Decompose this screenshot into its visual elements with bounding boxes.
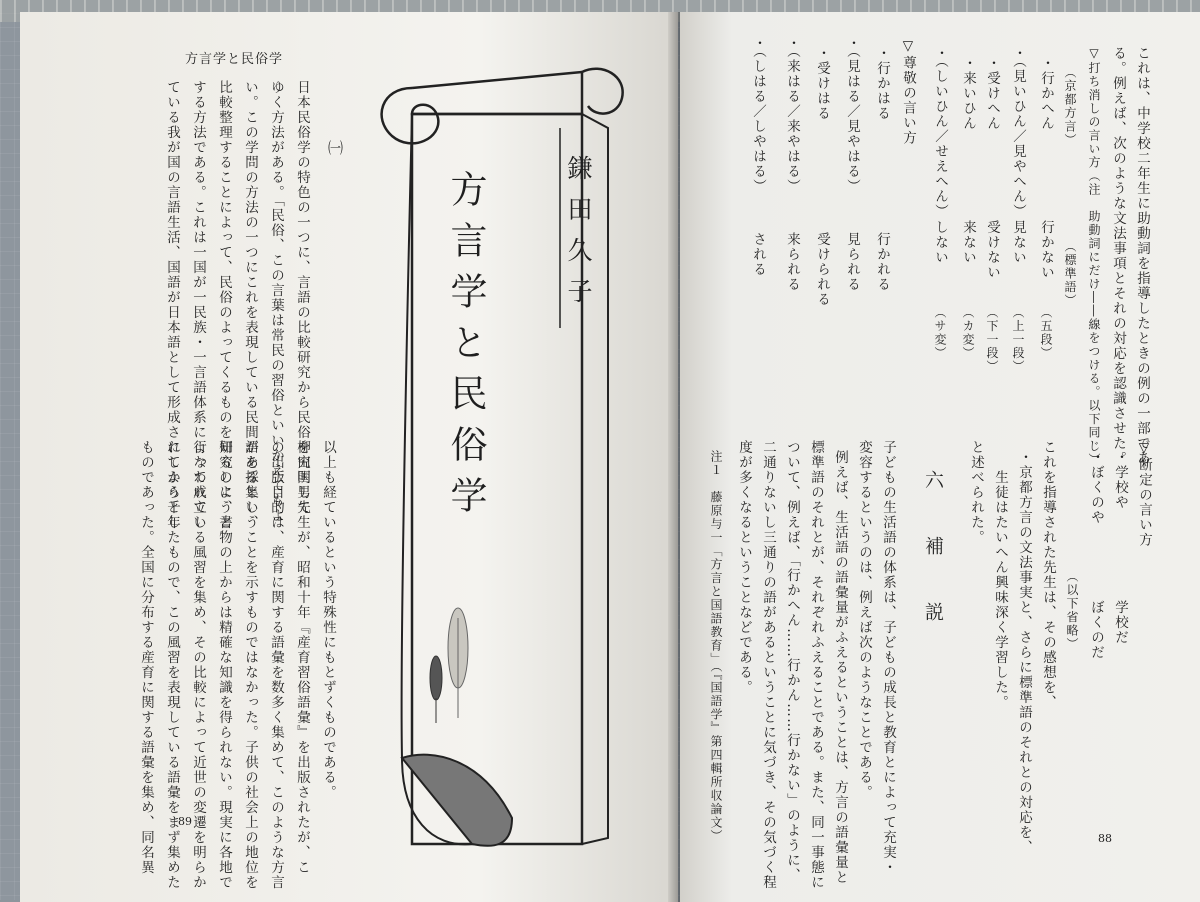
negation-standard: しない — [932, 220, 948, 265]
supplement-column: 二通りないし三通りの語があるということに気づき、その気づく程 — [760, 440, 776, 890]
supplement-column: 変容するというのは、例えば次のようなことである。 — [856, 440, 872, 800]
kyoto-label: （京都方言） — [1063, 66, 1077, 147]
after-column: これを指導された先生は、その感想を、 — [1040, 440, 1056, 710]
negation-type: （カ変） — [961, 306, 975, 360]
intro-column: る。例えば、次のような文法事項とそれの対応を認識させた。 — [1110, 46, 1126, 466]
author-name: 鎌田久子 — [564, 155, 593, 319]
negation-standard: 行かない — [1038, 220, 1054, 280]
assertion-dialect: ・ぼくのや — [1088, 450, 1104, 525]
body-column: する方法である。これは一国が一民族・一言語体系によって成立し — [190, 80, 206, 530]
negation-dialect: ・受けへん — [984, 56, 1000, 131]
negation-type: （五段） — [1039, 306, 1053, 360]
body-column: ゆく方法がある。「民俗、この言葉は常民の習俗といいかえてもよ — [268, 80, 284, 524]
running-header: 方言学と民俗学 — [185, 52, 284, 67]
intro-column: これは、中学校二年生に助動詞を指導したときの例の一部であ — [1134, 46, 1150, 466]
assertion-standard: 学校だ — [1112, 600, 1128, 645]
supplement-column: 例えば、生活語の語彙量がふえるということは、方言の語彙量と — [832, 450, 848, 885]
after-column: と述べられた。 — [968, 440, 984, 545]
section-title: 六 補 説 — [922, 470, 944, 635]
honorific-dialect: ・（来はる／来やはる） — [784, 36, 800, 195]
body-column: 知るのに、書物の上からは精確な知識を得られない。現実に各地で — [216, 440, 232, 890]
body-column: 行なわれている風習を集め、その比較によって近世の変遷を明らか — [190, 440, 206, 890]
honorific-dialect: ・（見はる／見やはる） — [844, 36, 860, 195]
honorific-standard: 受けられる — [814, 232, 830, 307]
assertion-standard: ぼくのだ — [1088, 600, 1104, 660]
supplement-column: 度が多くなるということなどである。 — [736, 440, 752, 695]
standard-label: （標準語） — [1063, 240, 1077, 308]
negation-standard: 受けない — [984, 220, 1000, 280]
assertion-dialect: ・学校や — [1112, 450, 1128, 510]
body-column: の出版目的は、産育に関する語彙を数多く集めて、このような方言 — [268, 440, 284, 890]
honorific-standard: される — [750, 232, 766, 277]
honorific-standard: 来られる — [784, 232, 800, 292]
body-column: 以上も経ているという特殊性にもとずくものである。 — [320, 440, 336, 800]
negation-type: （サ変） — [933, 306, 947, 360]
negation-dialect: ・行かへん — [1038, 56, 1054, 131]
right-page-number: 88 — [1098, 832, 1112, 845]
honorific-dialect: ・受けはる — [814, 46, 830, 121]
article-title: 方言学と民俗学 — [444, 170, 487, 527]
supplement-column: 子どもの生活語の体系は、子どもの成長と教育とによって充実・ — [880, 440, 896, 875]
body-column: ている我が国の言語生活、国語が日本語として形成されてから千年 — [164, 80, 180, 530]
body-column: 日本民俗学の特色の一つに、言語の比較研究から民俗を究明して — [294, 80, 310, 515]
honorific-standard: 見られる — [844, 232, 860, 292]
negation-type: （上一段） — [1011, 306, 1025, 374]
negation-dialect: ・（しいひん／せえへん） — [932, 46, 948, 220]
omitted-note: （以下省略） — [1065, 570, 1079, 651]
after-column: 生徒はたいへん興味深く学習した。 — [992, 470, 1008, 710]
section-mark: ㈠ — [326, 140, 344, 157]
negation-type: （下一段） — [985, 306, 999, 374]
body-column: があるということを示すものではなかった。子供の社会上の地位を — [242, 440, 258, 890]
negation-dialect: ・来いひん — [960, 56, 976, 131]
negation-standard: 来ない — [960, 220, 976, 265]
body-column: 比較整理することによって、民俗のよってくるものを研究しようと — [216, 80, 232, 530]
after-column: ・京都方言の文法事実と、さらに標準語のそれとの対応を、 — [1016, 450, 1032, 855]
body-column: ものであった。全国に分布する産育に関する語彙を集め、同名異 — [138, 440, 154, 875]
assertion-heading: ▽断定の言い方 — [1136, 440, 1152, 548]
negation-dialect: ・（見いひん／見やへん） — [1010, 46, 1026, 220]
left-page-number: 89 — [178, 815, 192, 828]
honorific-dialect: ・（しはる／しやはる） — [750, 36, 766, 195]
honorific-standard: 行かれる — [874, 232, 890, 292]
body-column: 柳田国男先生が、昭和十年『産育習俗語彙』を出版されたが、こ — [294, 440, 310, 875]
honorific-dialect: ・行かはる — [874, 46, 890, 121]
footnote: 注１ 藤原与一「方言と国語教育」（『国語学』第四輯所収論文） — [709, 450, 723, 843]
negation-heading: ▽打ち消しの言い方（注 助動詞にだけ――線をつける。以下同じ） — [1087, 46, 1101, 467]
body-column: にしようとしたもので、この風習を表現している語彙をまず集めた — [164, 440, 180, 890]
supplement-column: 標準語のそれとが、それぞれふえることである。また、同一事態に — [808, 440, 824, 890]
honorific-heading: ▽尊敬の言い方 — [900, 38, 916, 146]
supplement-column: ついて、例えば、「行かへん……行かん……行かない」のように、 — [784, 440, 800, 884]
negation-standard: 見ない — [1010, 220, 1026, 265]
body-column: い。この学問の方法の一つにこれを表現している民間語を採集し、 — [242, 80, 258, 530]
